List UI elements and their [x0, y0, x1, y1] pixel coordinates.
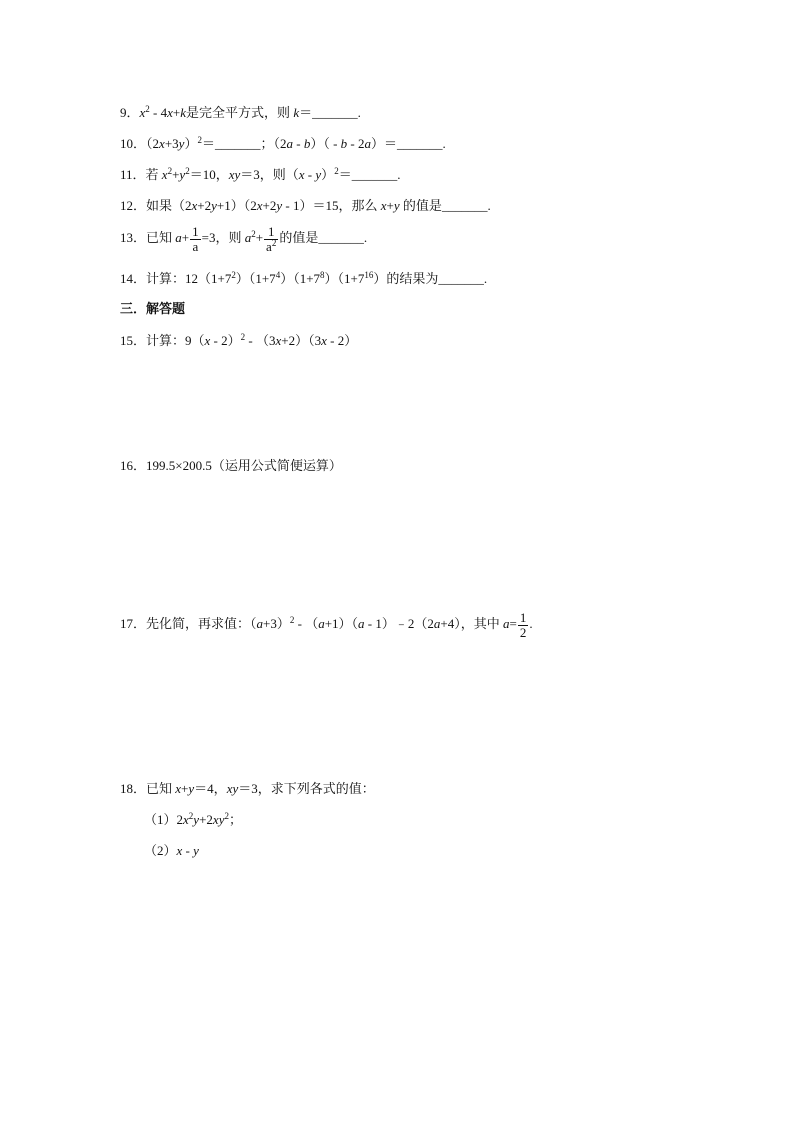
section-heading: 三．解答题: [120, 301, 186, 316]
fraction: $\frac{1}{a^2}$: [266, 223, 277, 254]
fraction: $\frac{1}{2}$: [519, 609, 527, 640]
question-18-part-1: $(1)2x^2y+2xy^2$；: [144, 811, 242, 827]
question-12: 12．如果（2x+2y+1）（2x+2y - 1）＝15，那么 x+y 的值是_______.: [120, 198, 491, 213]
fraction: $\frac{1}{a}$: [192, 223, 199, 254]
answer-blank: _______: [441, 198, 488, 213]
question-15: 15．计算：9（x - 2）$^2$ - （3x+2）（3x - 2）: [120, 332, 358, 348]
question-10: 10．$(2x+3y)^2=\_\_\_\_\_\_\_$；（2a - b）（ - b - 2a）＝_______.: [120, 135, 446, 151]
question-18-part-2: （2）x - y: [144, 843, 199, 858]
answer-blank: _______: [397, 136, 443, 151]
question-16: 16．199.5×200.5（运用公式简便运算）: [120, 458, 342, 473]
question-17: 17．先化简，再求值：$(a+3)^2 - (a+1)(a$ - 1）﹣2（2a+4），其中 a= $\frac{1}{2}$ .: [120, 609, 533, 640]
question-18: 18．已知 x+y＝4，xy＝3，求下列各式的值：: [120, 781, 375, 796]
question-14: 14．计算：$12(1+7^2)(1+7^4)(1+7^8)(1+7^{16})$的结果为_______.: [120, 270, 488, 286]
answer-blank: _______: [214, 136, 261, 151]
question-11: 11．若 $x^2+y^2=10$，xy＝3，则（x - y）$^2$＝_______.: [120, 166, 401, 182]
question-9: 9．$x^2 - 4x+k$是完全平方式，则 k＝_______.: [120, 104, 361, 120]
answer-blank: _______: [312, 105, 358, 120]
answer-blank: _______: [318, 230, 364, 245]
answer-blank: _______: [438, 271, 484, 286]
answer-blank: _______: [351, 167, 398, 182]
question-13: 13．已知 a+ $\frac{1}{a}$ =3，则 $a^2+$ $\frac{1}{a^2}$ 的值是_______.: [120, 223, 368, 254]
